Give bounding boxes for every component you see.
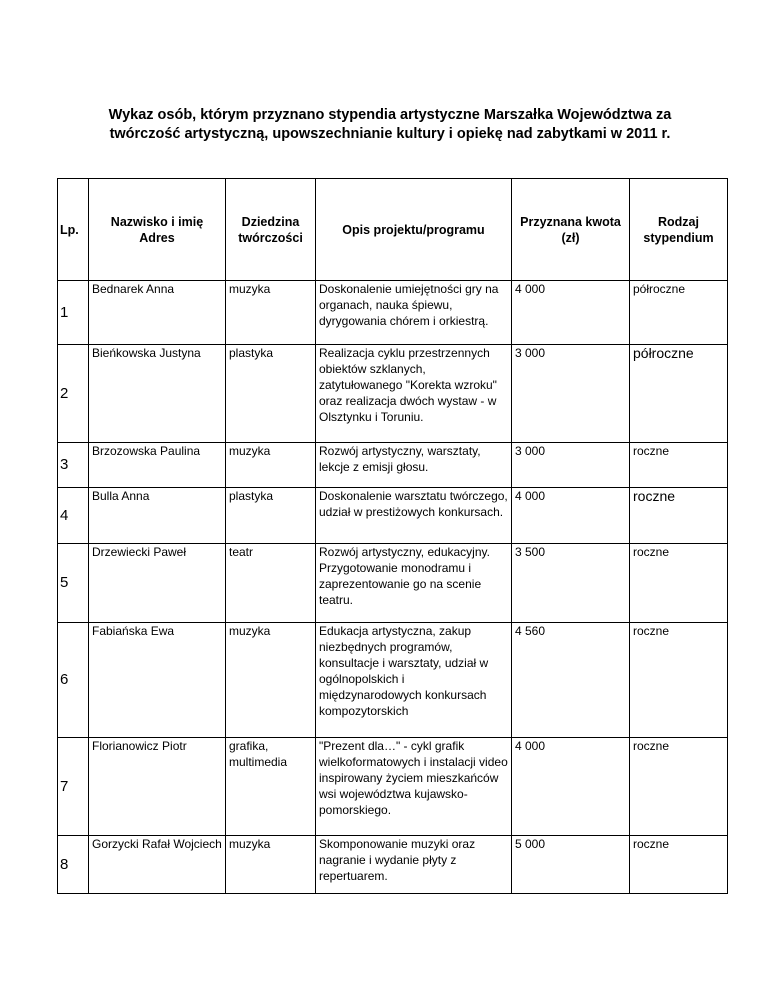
row-amount: 4 000 [512, 488, 630, 544]
row-field: grafika, multimedia [226, 738, 316, 836]
header-amount-line-1: Przyznana kwota [520, 214, 621, 229]
row-name: Brzozowska Paulina [89, 443, 226, 488]
table-row [58, 623, 728, 738]
row-field: plastyka [226, 345, 316, 443]
header-type-line-2: stypendium [643, 230, 714, 245]
row-lp: 4 [58, 488, 89, 544]
header-type [630, 179, 728, 281]
row-type: roczne [630, 738, 728, 836]
row-field: muzyka [226, 281, 316, 345]
row-lp: 2 [58, 345, 89, 443]
header-name-line-1: Nazwisko i imię [110, 214, 204, 229]
document-title-line-1: Wykaz osób, którym przyznano stypendia artystyczne Marszałka Województwa za [108, 107, 672, 123]
document-title [70, 106, 710, 144]
row-name: Fabiańska Ewa [89, 623, 226, 738]
row-lp: 1 [58, 281, 89, 345]
row-project: Edukacja artystyczna, zakup niezbędnych programów, konsultacje i warsztaty, udział w ogólnopolskich i międzynarodowych konkursach kompozytorskich [316, 623, 512, 738]
row-field: muzyka [226, 443, 316, 488]
row-field: teatr [226, 544, 316, 623]
row-name: Bieńkowska Justyna [89, 345, 226, 443]
row-lp: 8 [58, 836, 89, 894]
row-type: roczne [630, 623, 728, 738]
row-field: muzyka [226, 623, 316, 738]
row-field: muzyka [226, 836, 316, 894]
row-project: "Prezent dla…" - cykl grafik wielkoformatowych i instalacji video inspirowany życiem mieszkańców wsi województwa kujawsko-pomorskiego. [316, 738, 512, 836]
row-name: Gorzycki Rafał Wojciech [89, 836, 226, 894]
row-amount: 4 000 [512, 738, 630, 836]
row-amount: 3 000 [512, 345, 630, 443]
header-name-line-2: Adres [139, 230, 175, 245]
row-type: półroczne [630, 345, 728, 443]
header-project-label: Opis projektu/programu [342, 222, 485, 237]
row-project: Rozwój artystyczny, edukacyjny. Przygotowanie monodramu i zaprezentowanie go na scenie teatru. [316, 544, 512, 623]
table-row [58, 488, 728, 544]
row-name: Florianowicz Piotr [89, 738, 226, 836]
row-name: Drzewiecki Paweł [89, 544, 226, 623]
header-lp [58, 179, 89, 281]
document-title-line-2: twórczość artystyczną, upowszechnianie kultury i opiekę nad zabytkami w 2011 r. [109, 126, 671, 142]
header-field [226, 179, 316, 281]
scholarship-table [57, 178, 728, 894]
table-row [58, 281, 728, 345]
row-amount: 4 000 [512, 281, 630, 345]
header-name [89, 179, 226, 281]
row-type: roczne [630, 544, 728, 623]
row-lp: 5 [58, 544, 89, 623]
header-type-line-1: Rodzaj [658, 214, 699, 229]
header-amount [512, 179, 630, 281]
header-amount-line-2: (zł) [561, 230, 580, 245]
row-project: Rozwój artystyczny, warsztaty, lekcje z emisji głosu. [316, 443, 512, 488]
row-field: plastyka [226, 488, 316, 544]
header-field-line-2: twórczości [238, 230, 303, 245]
table-row [58, 544, 728, 623]
header-lp-label: Lp. [60, 222, 79, 237]
table-row [58, 738, 728, 836]
row-name: Bednarek Anna [89, 281, 226, 345]
row-lp: 3 [58, 443, 89, 488]
row-amount: 5 000 [512, 836, 630, 894]
table-row [58, 836, 728, 894]
row-type: półroczne [630, 281, 728, 345]
header-field-line-1: Dziedzina [241, 214, 300, 229]
table-row [58, 345, 728, 443]
row-project: Realizacja cyklu przestrzennych obiektów szklanych, zatytułowanego "Korekta wzroku" oraz realizacja dwóch wystaw - w Olsztynku i Toruniu. [316, 345, 512, 443]
row-project: Doskonalenie umiejętności gry na organach, nauka śpiewu, dyrygowania chórem i orkiestrą. [316, 281, 512, 345]
row-lp: 6 [58, 623, 89, 738]
row-type: roczne [630, 443, 728, 488]
row-type: roczne [630, 836, 728, 894]
row-amount: 3 000 [512, 443, 630, 488]
row-type: roczne [630, 488, 728, 544]
row-lp: 7 [58, 738, 89, 836]
row-project: Doskonalenie warsztatu twórczego, udział w prestiżowych konkursach. [316, 488, 512, 544]
row-name: Bulla Anna [89, 488, 226, 544]
table-row [58, 443, 728, 488]
header-project [316, 179, 512, 281]
row-amount: 3 500 [512, 544, 630, 623]
row-amount: 4 560 [512, 623, 630, 738]
row-project: Skomponowanie muzyki oraz nagranie i wydanie płyty z repertuarem. [316, 836, 512, 894]
table-header-row [58, 179, 728, 281]
